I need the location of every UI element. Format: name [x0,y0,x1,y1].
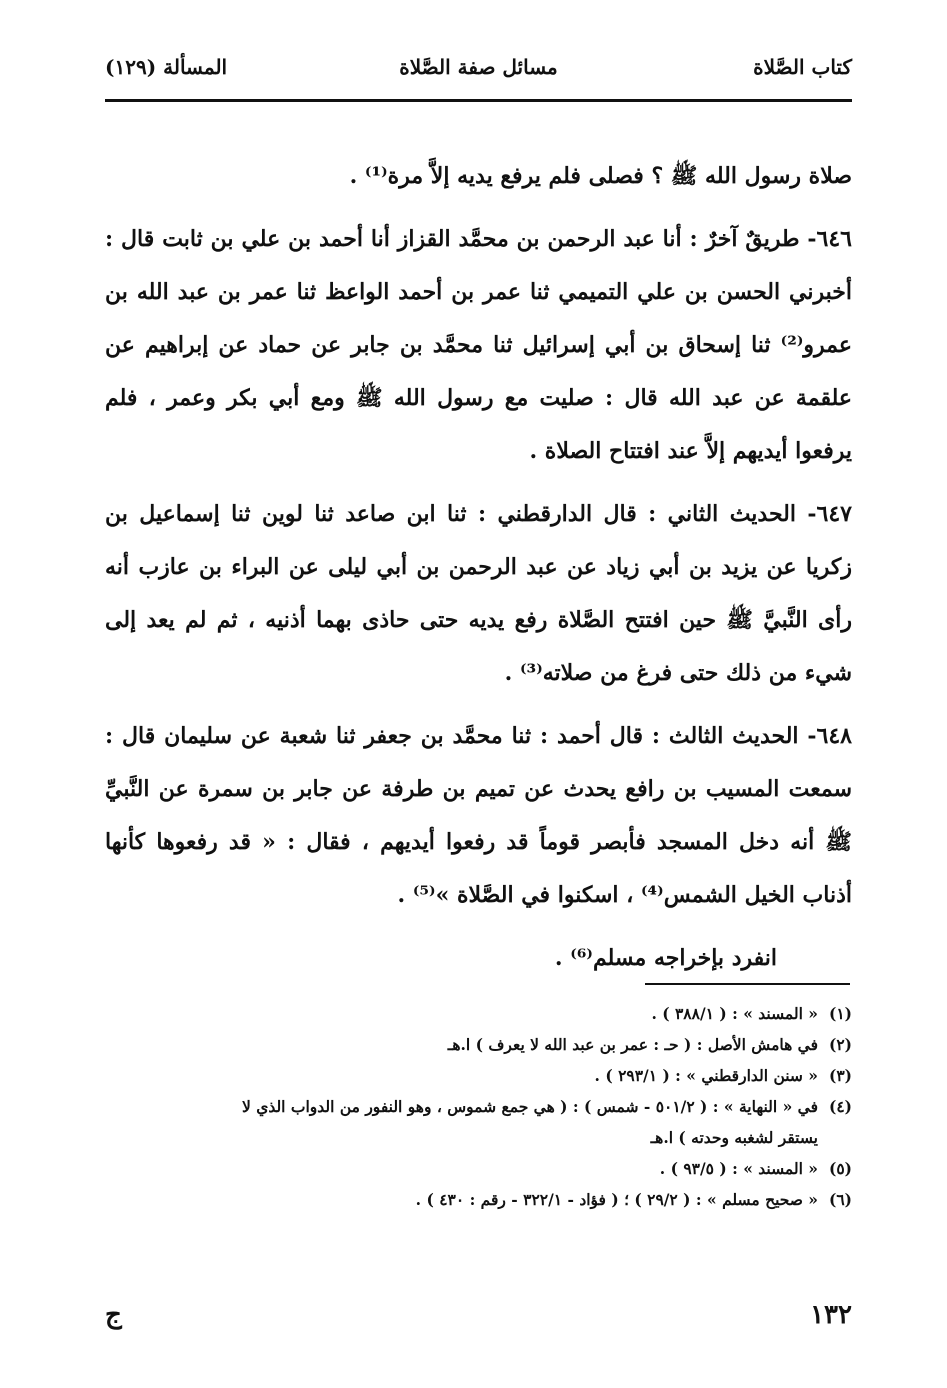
signature-mark: ج [105,1300,122,1330]
paragraph-continuation: صلاة رسول الله ﷺ ؟ فصلى فلم يرفع يديه إلاَّ مرة⁽¹⁾ . [349,163,852,189]
footnote-text: يستقر لشغبه وحدته ) ا.هـ [650,1128,818,1147]
main-text [105,150,852,995]
footnote-number: (٢) [828,1035,852,1054]
footnote-number: (٦) [828,1190,852,1209]
page-footer [105,1300,852,1340]
page-number: ١٣٢ [810,1300,852,1330]
footnote-number: (١) [828,1004,852,1023]
footnote-3 [105,1060,852,1091]
paragraph-hadith-646: ٦٤٦- طريقٌ آخرٌ : أنا عبد الرحمن بن محمَّد القزاز أنا أحمد بن علي بن ثابت قال : أخبرني الحسن بن علي التميمي ثنا عمر بن أحمد الواعظ ثنا عمر بن عبد الله بن عمرو⁽²⁾ ثنا إسحاق بن أبي إسرائيل ثنا محمَّد بن جابر عن حماد عن إبراهيم عن علقمة عن عبد الله قال : صليت مع رسول الله ﷺ ومع أبي بكر وعمر ، فلم يرفعوا أيديهم إلاَّ عند افتتاح الصلاة . [105,226,852,464]
footnote-text: « المسند » : ( ٣٨٨/١ ) . [651,1004,818,1023]
footnote-text: في « النهاية » : ( ٥٠١/٢ - شمس ) : ( هي جمع شموس ، وهو النفور من الدواب الذي لا [241,1097,818,1116]
header-issue-number: المسألة (١٢٩) [105,55,228,79]
footnote-5 [105,1153,852,1184]
footnote-number: (٣) [828,1066,852,1085]
footnote-2 [105,1029,852,1060]
footnote-text: « المسند » : ( ٩٣/٥ ) . [659,1159,818,1178]
paragraph-hadith-647: ٦٤٧- الحديث الثاني : قال الدارقطني : ثنا ابن صاعد ثنا لوين ثنا إسماعيل بن زكريا عن يزيد بن أبي زياد عن عبد الرحمن بن أبي ليلى عن البراء بن عازب أنه رأى النَّبيَّ ﷺ حين افتتح الصَّلاة رفع يديه حتى حاذى بهما أذنيه ، ثم لم يعد إلى شيء من ذلك حتى فرغ من صلاته⁽³⁾ . [105,501,852,686]
footnote-6 [105,1184,852,1215]
footnote-number: (٥) [828,1159,852,1178]
header-rule [105,99,852,102]
footnotes [105,998,852,1215]
footnote-1 [105,998,852,1029]
running-header [105,55,852,91]
footnote-text: « سنن الدارقطني » : ( ٢٩٣/١ ) . [594,1066,818,1085]
footnote-4 [105,1091,852,1122]
paragraph-hadith-648: ٦٤٨- الحديث الثالث : قال أحمد : ثنا محمَّد بن جعفر ثنا شعبة عن سليمان قال : سمعت المسيب بن رافع يحدث عن تميم بن طرفة عن جابر بن سمرة عن النَّبيِّ ﷺ أنه دخل المسجد فأبصر قوماً قد رفعوا أيديهم ، فقال : « قد رفعوها كأنها أذناب الخيل الشمس⁽⁴⁾ ، اسكنوا في الصَّلاة »⁽⁵⁾ . [105,723,852,908]
header-book-title: كتاب الصَّلاة [753,55,852,79]
header-chapter-title: مسائل صفة الصَّلاة [399,55,558,79]
paragraph-note: انفرد بإخراجه مسلم⁽⁶⁾ . [554,945,777,971]
footnote-rule [645,983,850,985]
footnote-text: « صحيح مسلم » : ( ٢٩/٢ ) ؛ ( فؤاد - ٣٢٢/١ - رقم : ٤٣٠ ) . [415,1190,818,1209]
footnote-number: (٤) [828,1097,852,1116]
footnote-text: في هامش الأصل : ( حـ : عمر بن عبد الله لا يعرف ) ا.هـ [447,1035,818,1054]
footnote-4-continuation [105,1122,852,1153]
